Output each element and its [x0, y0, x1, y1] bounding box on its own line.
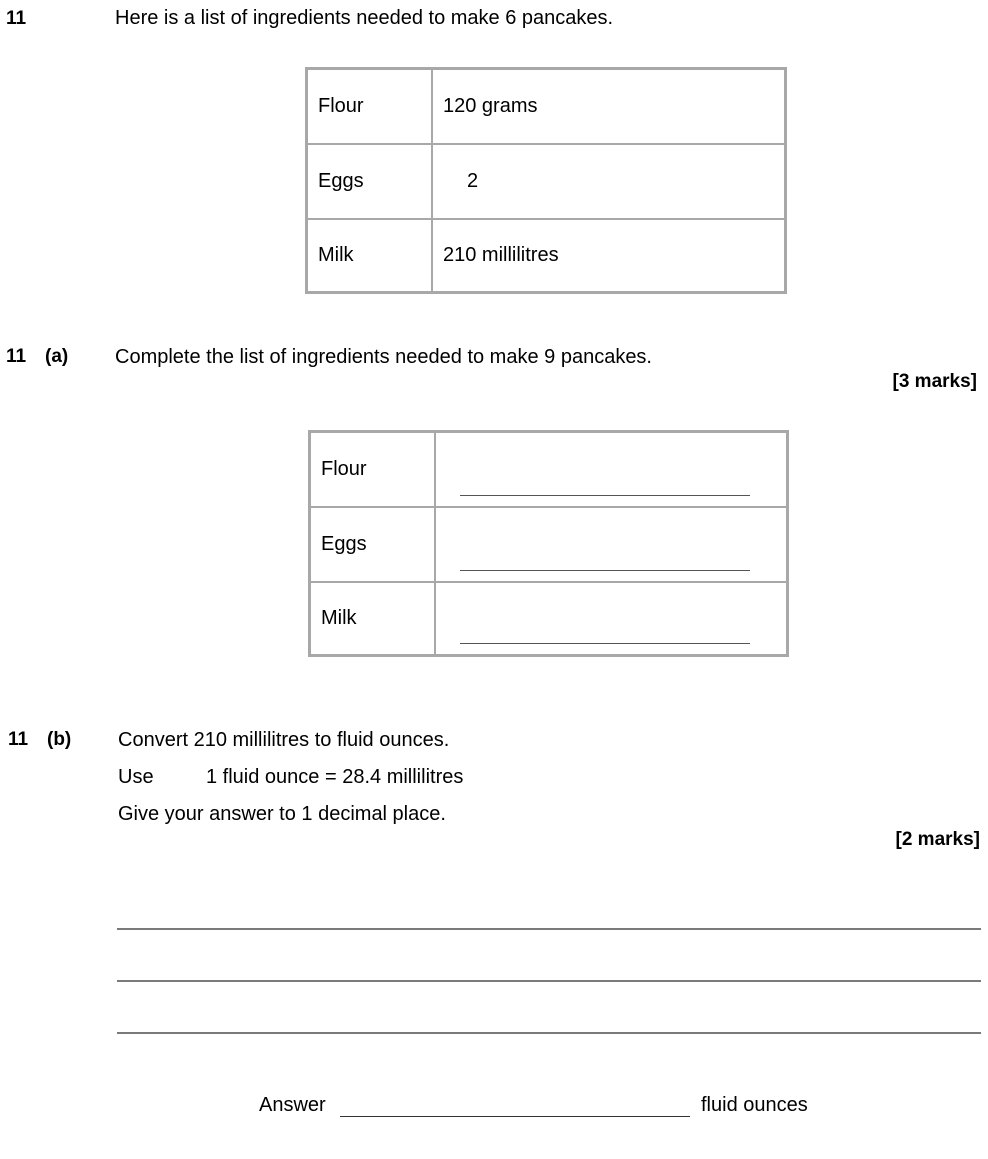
answer-blank-line — [460, 643, 750, 644]
ingredients-table-6-pancakes — [305, 67, 787, 294]
part-b-use-value: 1 fluid ounce = 28.4 millilitres — [206, 766, 464, 788]
ingredient-name: Eggs — [310, 507, 436, 582]
ingredient-name: Flour — [310, 432, 436, 507]
question-intro: Here is a list of ingredients needed to make 6 pancakes. — [115, 7, 614, 29]
table-row — [310, 432, 788, 507]
ingredient-name: Eggs — [307, 144, 433, 219]
part-b-use-label: Use — [118, 766, 154, 788]
ingredient-amount: 210 millilitres — [432, 219, 786, 293]
question-number: 11 — [6, 8, 27, 29]
answer-input-line[interactable] — [340, 1116, 690, 1117]
part-b-label: (b) — [47, 729, 72, 750]
table-row — [310, 507, 788, 582]
ingredient-amount: 2 — [432, 144, 786, 219]
answer-cell-flour[interactable] — [435, 432, 788, 507]
working-line[interactable] — [117, 980, 981, 982]
ingredient-amount: 120 grams — [432, 69, 786, 144]
ingredient-name: Milk — [307, 219, 433, 293]
table-row — [307, 144, 786, 219]
answer-cell-eggs[interactable] — [435, 507, 788, 582]
part-a-number: 11 — [6, 346, 27, 367]
answer-unit: fluid ounces — [701, 1094, 808, 1116]
answer-blank-line — [460, 495, 750, 496]
part-b-number: 11 — [8, 729, 29, 750]
part-b-instruction: Give your answer to 1 decimal place. — [118, 803, 446, 825]
table-row — [307, 69, 786, 144]
working-line[interactable] — [117, 1032, 981, 1034]
working-line[interactable] — [117, 928, 981, 930]
ingredients-table-9-pancakes — [308, 430, 789, 657]
ingredient-name: Flour — [307, 69, 433, 144]
table-row — [307, 219, 786, 293]
part-b-text: Convert 210 millilitres to fluid ounces. — [118, 729, 450, 751]
table-row — [310, 582, 788, 656]
part-b-marks: [2 marks] — [895, 829, 980, 850]
part-a-marks: [3 marks] — [892, 371, 977, 392]
answer-blank-line — [460, 570, 750, 571]
answer-cell-milk[interactable] — [435, 582, 788, 656]
part-a-label: (a) — [45, 346, 69, 367]
answer-label: Answer — [259, 1094, 326, 1116]
part-a-text: Complete the list of ingredients needed to make 9 pancakes. — [115, 346, 652, 368]
ingredient-name: Milk — [310, 582, 436, 656]
